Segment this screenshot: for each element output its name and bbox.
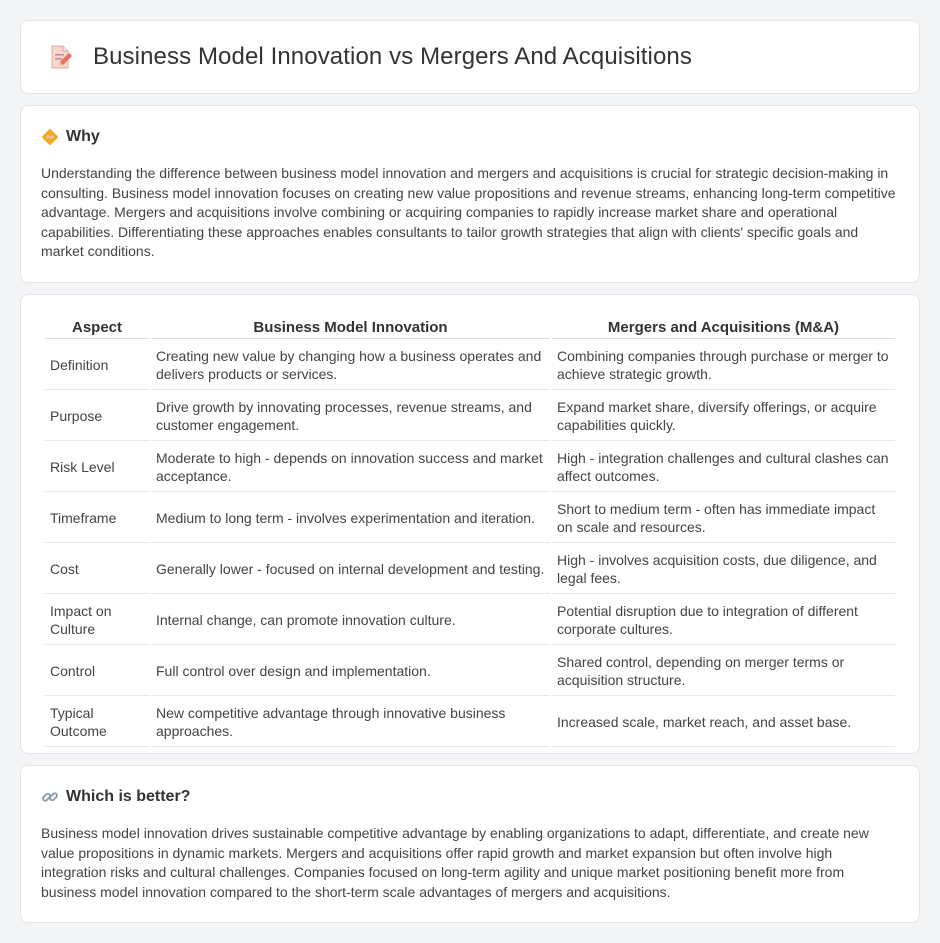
row-bmi: Internal change, can promote innovation culture. xyxy=(151,596,550,645)
better-heading xyxy=(41,788,899,806)
comparison-table xyxy=(43,313,897,749)
table-row xyxy=(45,545,895,594)
row-ma: High - involves acquisition costs, due diligence, and legal fees. xyxy=(552,545,895,594)
row-bmi: Medium to long term - involves experimentation and iteration. xyxy=(151,494,550,543)
header-aspect: Aspect xyxy=(45,315,149,339)
row-ma: Expand market share, diversify offerings, or acquire capabilities quickly. xyxy=(552,392,895,441)
link-icon xyxy=(41,788,59,806)
table-header-row xyxy=(45,315,895,339)
table-row xyxy=(45,443,895,492)
row-ma: Potential disruption due to integration of different corporate cultures. xyxy=(552,596,895,645)
why-text: Understanding the difference between business model innovation and mergers and acquisitions is crucial for strategic decision-making in consulting. Business model innovation focuses on creating new value propositions and revenue streams, enhancing long-term competitive advantage. Mergers and acquisitions involve combining or acquiring companies to rapidly increase market share and operational capabilities. Differentiating these approaches enables consultants to tailor growth strategies that align with clients' specific goals and market conditions. xyxy=(41,165,896,259)
header-ma: Mergers and Acquisitions (M&A) xyxy=(552,315,895,339)
comparison-table-card xyxy=(20,294,920,754)
why-section xyxy=(20,105,920,283)
table-row xyxy=(45,341,895,390)
row-bmi: Generally lower - focused on internal development and testing. xyxy=(151,545,550,594)
header-card xyxy=(20,20,920,94)
table-row xyxy=(45,392,895,441)
row-aspect: Timeframe xyxy=(45,494,149,543)
row-ma: Increased scale, market reach, and asset base. xyxy=(552,698,895,747)
table-row xyxy=(45,494,895,543)
row-aspect: Cost xyxy=(45,545,149,594)
header-bmi: Business Model Innovation xyxy=(151,315,550,339)
row-bmi: Creating new value by changing how a business operates and delivers products or services. xyxy=(151,341,550,390)
document-edit-icon xyxy=(47,44,73,70)
row-aspect: Purpose xyxy=(45,392,149,441)
table-row xyxy=(45,698,895,747)
row-bmi: New competitive advantage through innovative business approaches. xyxy=(151,698,550,747)
table-row xyxy=(45,596,895,645)
row-aspect: Definition xyxy=(45,341,149,390)
row-ma: Shared control, depending on merger terms or acquisition structure. xyxy=(552,647,895,696)
row-ma: High - integration challenges and cultural clashes can affect outcomes. xyxy=(552,443,895,492)
row-aspect: Control xyxy=(45,647,149,696)
row-ma: Short to medium term - often has immediate impact on scale and resources. xyxy=(552,494,895,543)
row-aspect: Typical Outcome xyxy=(45,698,149,747)
table-row xyxy=(45,647,895,696)
which-better-section xyxy=(20,765,920,923)
row-bmi: Full control over design and implementation. xyxy=(151,647,550,696)
better-title: Which is better? xyxy=(66,788,191,805)
why-heading xyxy=(41,128,899,146)
row-aspect: Impact on Culture xyxy=(45,596,149,645)
row-ma: Combining companies through purchase or merger to achieve strategic growth. xyxy=(552,341,895,390)
row-bmi: Moderate to high - depends on innovation success and market acceptance. xyxy=(151,443,550,492)
row-bmi: Drive growth by innovating processes, revenue streams, and customer engagement. xyxy=(151,392,550,441)
row-aspect: Risk Level xyxy=(45,443,149,492)
better-text: Business model innovation drives sustainable competitive advantage by enabling organizations to adapt, differentiate, and create new value propositions in dynamic markets. Mergers and acquisitions offer rapid growth and market expansion but often involve high integration risks and cultural challenges. Companies focused on long-term agility and unique market positioning benefit more from business model innovation compared to the short-term scale advantages of mergers and acquisitions. xyxy=(41,825,869,900)
why-title: Why xyxy=(66,128,100,145)
page-title: Business Model Innovation vs Mergers And Acquisitions xyxy=(93,43,692,70)
diamond-warning-icon xyxy=(41,128,59,146)
